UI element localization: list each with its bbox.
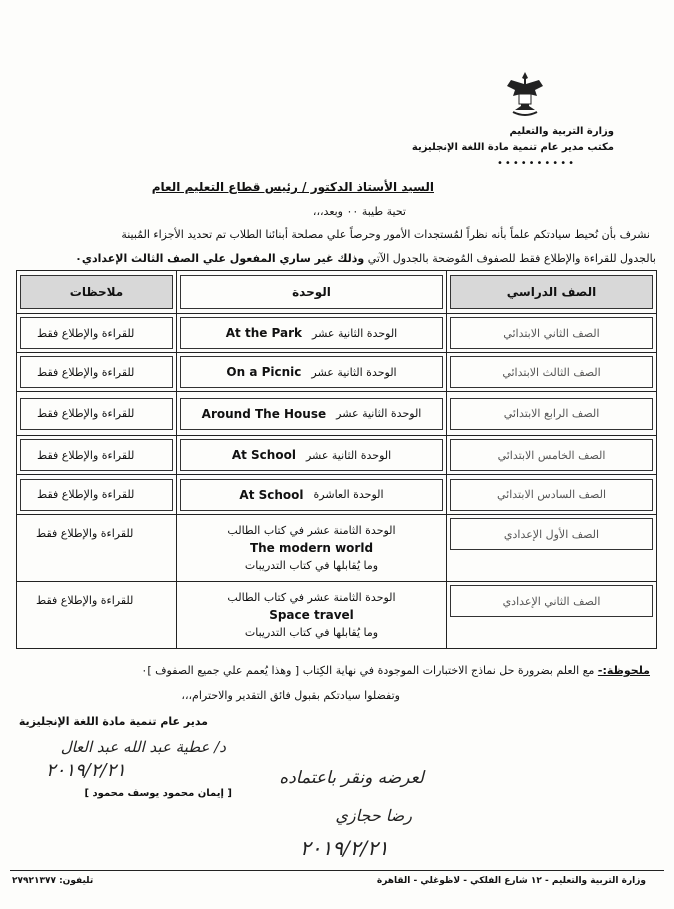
row-unit-ar-2: وما يُقابلها في كتاب التدريبات — [244, 626, 379, 639]
row-unit — [180, 479, 443, 511]
row-unit — [180, 317, 443, 349]
table-row — [17, 353, 657, 392]
ministry-header — [412, 124, 614, 156]
row-note: للقراءة والإطلاع فقط — [20, 479, 173, 511]
closing: وتفضلوا سيادتكم بقبول فائق التقدير والاحترام،،، — [181, 689, 400, 702]
row-grade: الصف الثالث الابتدائي — [450, 356, 653, 388]
intro-exception: وذلك غير ساري المفعول علي الصف الثالث الإعدادي٠ — [75, 252, 365, 265]
handwritten-signature: د/ عطية عبد الله عبد العال — [60, 738, 226, 756]
row-grade: الصف الثاني الإعدادي — [450, 585, 653, 617]
row-unit-en: Space travel — [269, 608, 354, 622]
row-grade: الصف الثاني الابتدائي — [450, 317, 653, 349]
header-unit: الوحدة — [180, 275, 443, 309]
row-unit — [180, 356, 443, 388]
table-row — [17, 582, 657, 649]
footer-divider — [10, 870, 664, 871]
row-unit-ar-2: وما يُقابلها في كتاب التدريبات — [244, 559, 379, 572]
row-note: للقراءة والإطلاع فقط — [20, 439, 173, 471]
row-unit-en: At the Park — [225, 326, 303, 340]
header-dots: •••••••••• — [497, 158, 576, 169]
addressee: السيد الأستاذ الدكتور / رئيس قطاع التعليم العام — [151, 180, 434, 194]
office-name: مكتب مدير عام تنمية مادة اللغة الإنجليزية — [411, 142, 614, 153]
row-grade: الصف الرابع الابتدائي — [450, 398, 653, 430]
row-unit-ar: الوحدة الثانية عشر — [311, 365, 397, 379]
row-unit-en: At School — [231, 448, 296, 462]
table-row — [17, 314, 657, 353]
row-unit-ar: الوحدة الثانية عشر — [305, 448, 392, 462]
row-unit-ar: الوحدة الثانية عشر — [336, 407, 422, 420]
row-unit-en: At School — [239, 487, 304, 502]
intro-line-2 — [6, 252, 656, 265]
row-note: للقراءة والإطلاع فقط — [20, 317, 173, 349]
approval-line-2: رضا حجازي — [335, 806, 412, 825]
handwritten-date-left: ٢٠١٩/٢/٢١ — [46, 760, 126, 781]
table-row — [17, 436, 657, 475]
table-row — [17, 475, 657, 515]
approval-date: ٢٠١٩/٢/٢١ — [300, 836, 389, 860]
note-line — [10, 664, 650, 677]
note-label: ملحوظة:- — [597, 664, 650, 677]
header-notes: ملاحظات — [20, 275, 173, 309]
row-grade: الصف السادس الابتدائي — [450, 479, 653, 511]
row-note: للقراءة والإطلاع فقط — [20, 398, 173, 430]
greeting: تحية طيبة ٠٠ وبعد،،، — [312, 205, 406, 218]
row-unit-ar: الوحدة الثامنة عشر في كتاب الطالب — [227, 524, 396, 537]
approval-line-1: لعرضه ونقر باعتماده — [279, 768, 424, 788]
row-unit-ar: الوحدة الثامنة عشر في كتاب الطالب — [227, 591, 396, 604]
row-grade: الصف الخامس الابتدائي — [450, 439, 653, 471]
units-table — [16, 270, 657, 649]
row-grade: الصف الأول الإعدادي — [450, 518, 653, 550]
row-unit-en: The modern world — [249, 541, 374, 555]
signature-title: مدير عام تنمية مادة اللغة الإنجليزية — [18, 715, 208, 728]
table-header-row — [17, 271, 657, 314]
egypt-eagle-emblem-icon — [505, 70, 545, 118]
ministry-name: وزارة التربية والتعليم — [509, 126, 614, 137]
table-row — [17, 392, 657, 436]
footer-phone: تليفون: ٢٧٩٢١٣٧٧ — [12, 876, 94, 886]
header-grade: الصف الدراسي — [450, 275, 653, 309]
row-unit-en: Around The House — [201, 406, 327, 421]
row-note: للقراءة والإطلاع فقط — [36, 593, 134, 607]
row-unit — [180, 518, 443, 578]
row-unit — [180, 585, 443, 645]
row-unit-en: On a Picnic — [226, 365, 302, 379]
row-note: للقراءة والإطلاع فقط — [36, 526, 134, 540]
table-row — [17, 515, 657, 582]
note-text: مع العلم بضرورة حل نماذج الاختبارات الموجودة في نهاية الكِتاب [ وهذا يُعمم علي جميع الصفوف ]٠ — [141, 664, 598, 677]
intro-line-2-text: بالجدول للقراءة والإطلاع فقط للصفوف المُوضحة بالجدول الآتي — [364, 252, 656, 265]
footer-address: وزارة التربية والتعليم - ١٢ شارع الفلكي - لاظوغلي - القاهرة — [376, 876, 646, 886]
row-unit — [180, 439, 443, 471]
intro-line-1: نشرف بأن نُحيط سيادتكم علماً بأنه نظراً لمُستجدات الأمور وحرصاً علي مصلحة أبنائنا الطلاب تم تحديد الأجزاء المُبينة — [121, 228, 650, 241]
signatory-name: [ إيمان محمود يوسف محمود ] — [84, 788, 232, 799]
row-unit-ar: الوحدة العاشرة — [313, 488, 384, 501]
row-note: للقراءة والإطلاع فقط — [20, 356, 173, 388]
row-unit-ar: الوحدة الثانية عشر — [312, 326, 398, 340]
row-unit — [180, 398, 443, 430]
